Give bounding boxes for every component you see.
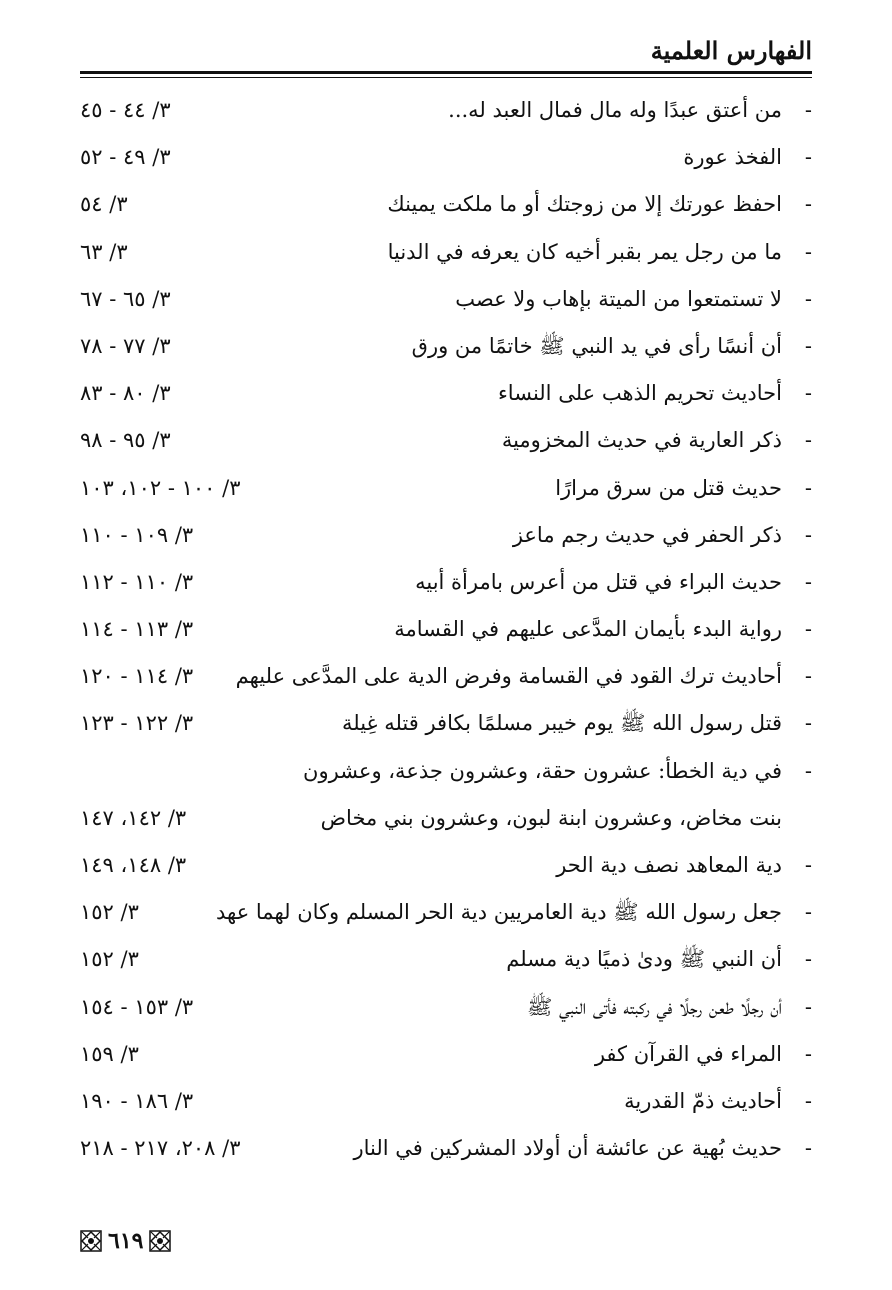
entry-text: احفظ عورتك إلا من زوجتك أو ما ملكت يمينك [387, 192, 782, 217]
index-entry [80, 747, 812, 841]
entry-dash: - [804, 1041, 812, 1066]
entry-text: أحاديث تحريم الذهب على النساء [497, 381, 782, 406]
entry-dash: - [804, 98, 812, 122]
index-entry [80, 275, 812, 322]
entry-dash: - [804, 900, 812, 925]
index-entry [80, 180, 812, 227]
entry-text: الفخذ عورة [683, 145, 782, 170]
index-list [80, 86, 812, 1171]
entry-dash: - [804, 192, 812, 217]
entry-reference: ٣/ ١٠٩ - ١١٠ [80, 522, 194, 547]
entry-text: أن النبي ﷺ ودىٰ ذميًا دية مسلم [506, 947, 782, 972]
index-entry [80, 841, 812, 888]
entry-dash: - [804, 428, 812, 453]
index-entry [80, 888, 812, 935]
entry-reference: ٣/ ١٥٣ - ١٥٤ [80, 994, 194, 1019]
entry-reference: ٣/ ٧٧ - ٧٨ [80, 333, 171, 358]
entry-reference: ٣/ ٢٠٨، ٢١٧ - ٢١٨ [80, 1136, 241, 1161]
entry-text: قتل رسول الله ﷺ يوم خيبر مسلمًا بكافر قتله غِيلة [341, 711, 782, 736]
index-entry [80, 511, 812, 558]
arabesque-ornament-icon [149, 1230, 171, 1252]
entry-dash: - [804, 664, 812, 689]
index-entry [80, 86, 812, 133]
entry-reference: ٣/ ١١٠ - ١١٢ [80, 569, 194, 594]
entry-text: حديث قتل من سرق مرارًا [555, 475, 782, 500]
index-entry [80, 322, 812, 369]
index-entry [80, 983, 812, 1030]
index-entry [80, 1124, 812, 1171]
entry-text: أن أنسًا رأى في يد النبي ﷺ خاتمًا من ورق [411, 333, 782, 358]
entry-text: ذكر الحفر في حديث رجم ماعز [512, 522, 782, 547]
index-entry [80, 1077, 812, 1124]
index-entry [80, 464, 812, 511]
entry-reference: ٣/ ١٨٦ - ١٩٠ [80, 1088, 194, 1113]
header-rule-thin [80, 77, 812, 78]
index-entry [80, 416, 812, 463]
entry-reference: ٣/ ١١٤ - ١٢٠ [80, 664, 194, 689]
entry-reference: ٣/ ١١٣ - ١١٤ [80, 617, 194, 642]
entry-text-continuation: بنت مخاض، وعشرون ابنة لبون، وعشرون بني مخاض [320, 805, 782, 830]
entry-text: دية المعاهد نصف دية الحر [556, 853, 782, 878]
entry-dash: - [804, 853, 812, 878]
entry-dash: - [804, 333, 812, 358]
index-entry [80, 699, 812, 746]
entry-text: أحاديث ذمّ القدرية [624, 1088, 782, 1113]
entry-text: في دية الخطأ: عشرون حقة، وعشرون جذعة، وعشرون [303, 758, 782, 783]
index-entry [80, 935, 812, 982]
index-entry [80, 1030, 812, 1077]
entry-dash: - [804, 522, 812, 547]
entry-reference: ٣/ ٥٤ [80, 192, 128, 217]
page-footer [80, 1226, 171, 1256]
entry-dash: - [804, 947, 812, 972]
entry-text: ما من رجل يمر بقبر أخيه كان يعرفه في الدنيا [387, 239, 782, 264]
entry-dash: - [804, 286, 812, 311]
entry-reference: ٣/ ١٥٩ [80, 1041, 139, 1066]
entry-text: أن رجلًا طعن رجلًا في ركبته فأتى النبي ﷺ [527, 994, 782, 1019]
entry-text: المراء في القرآن كفر [594, 1041, 782, 1066]
entry-text: جعل رسول الله ﷺ دية العامريين دية الحر المسلم وكان لهما عهد [216, 900, 782, 925]
index-entry [80, 605, 812, 652]
entry-dash: - [804, 569, 812, 594]
entry-reference: ٣/ ١٤٨، ١٤٩ [80, 853, 187, 878]
entry-reference: ٣/ ٦٣ [80, 239, 128, 264]
entry-text: حديث بُهية عن عائشة أن أولاد المشركين في النار [353, 1136, 782, 1161]
page-header [80, 30, 812, 72]
index-entry [80, 652, 812, 699]
entry-dash: - [804, 145, 812, 170]
arabesque-ornament-icon [80, 1230, 102, 1252]
entry-text: من أعتق عبدًا وله مال فمال العبد له... [448, 98, 782, 122]
entry-reference: ٣/ ٦٥ - ٦٧ [80, 286, 171, 311]
entry-dash: - [804, 381, 812, 406]
entry-reference: ٣/ ٤٤ - ٤٥ [80, 98, 171, 122]
entry-dash: - [804, 994, 812, 1019]
index-entry [80, 369, 812, 416]
entry-dash: - [804, 617, 812, 642]
index-entry [80, 133, 812, 180]
entry-reference: ٣/ ٩٥ - ٩٨ [80, 428, 171, 453]
entry-dash: - [804, 475, 812, 500]
entry-reference: ٣/ ١٥٢ [80, 900, 139, 925]
entry-text: أحاديث ترك القود في القسامة وفرض الدية على المدَّعى عليهم [235, 664, 782, 689]
entry-dash: - [804, 711, 812, 736]
entry-dash: - [804, 1088, 812, 1113]
index-entry [80, 558, 812, 605]
entry-reference: ٣/ ١٥٢ [80, 947, 139, 972]
entry-dash: - [804, 239, 812, 264]
entry-reference: ٣/ ١٢٢ - ١٢٣ [80, 711, 194, 736]
entry-reference: ٣/ ٨٠ - ٨٣ [80, 381, 171, 406]
running-title: الفهارس العلمية [650, 36, 812, 65]
entry-reference: ٣/ ١٤٢، ١٤٧ [80, 805, 187, 830]
header-rule-thick [80, 71, 812, 74]
entry-dash: - [804, 1136, 812, 1161]
entry-reference: ٣/ ١٠٠ - ١٠٢، ١٠٣ [80, 475, 241, 500]
entry-dash: - [804, 758, 812, 783]
entry-text: حديث البراء في قتل من أعرس بامرأة أبيه [415, 569, 782, 594]
entry-reference: ٣/ ٤٩ - ٥٢ [80, 145, 171, 170]
entry-text: ذكر العارية في حديث المخزومية [501, 428, 782, 453]
entry-text: رواية البدء بأيمان المدَّعى عليهم في القسامة [394, 617, 782, 642]
page-number: ٦١٩ [108, 1228, 144, 1254]
entry-text: لا تستمتعوا من الميتة بإهاب ولا عصب [455, 286, 782, 311]
index-entry [80, 228, 812, 275]
